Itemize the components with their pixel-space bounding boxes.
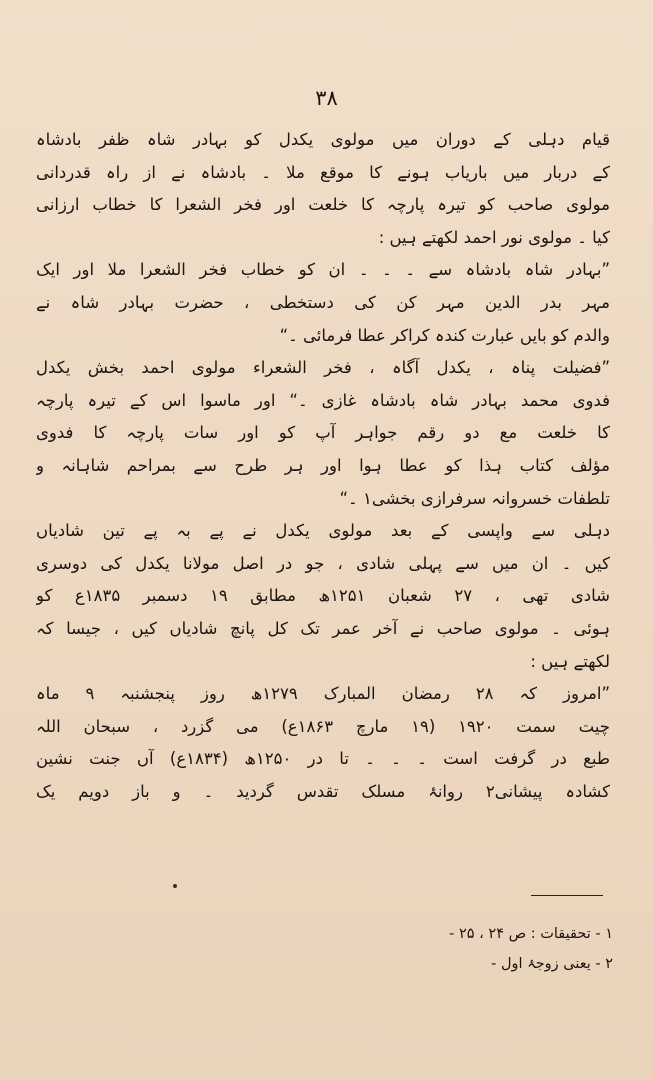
footnote: ۲ - یعنی زوجۂ اول - <box>491 956 613 972</box>
text-line: مولوی صاحب کو تیرہ پارچہ کا خلعت اور فخر الشعرا کا خطاب ارزانی <box>36 195 610 215</box>
quote-line: ”فضیلت پناہ ، یکدل آگاہ ، فخر الشعراء مولوی احمد بخش یکدل <box>36 358 610 378</box>
text-line: کے دربار میں باریاب ہونے کا موقع ملا ۔ بادشاہ نے از راہ قدردانی <box>36 162 610 182</box>
quote-line: مؤلف کتاب ہذا کو عطا ہوا اور ہر طرح سے بمراحم شاہانہ و <box>36 455 610 475</box>
text-line: دہلی سے واپسی کے بعد مولوی یکدل نے پے بہ پے تین شادیاں <box>36 521 610 541</box>
text-line: ہوئی ۔ مولوی صاحب نے آخر عمر تک کل پانچ شادیاں کیں ، جیسا کہ <box>36 618 610 638</box>
footnote: ۱ - تحقیقات : ص ۲۴ ، ۲۵ - <box>449 926 613 942</box>
quote-line: مہر بدر الدین مہر کن کی دستخطی ، حضرت بہادر شاہ نے <box>36 292 610 312</box>
text-line: لکھتے ہیں : <box>530 651 610 671</box>
quote-line: چیت سمت ۱۹۲۰ (۱۹ مارچ ۱۸۶۳ع) می گزرد ، سبحان اللہ <box>36 716 610 736</box>
quote-line: کشادہ پیشانی۲ روانۂ مسلک تقدس گردید ۔ و باز دویم یک <box>36 781 610 801</box>
quote-line: والدم کو بایں عبارت کندہ کراکر عطا فرمائی ۔“ <box>279 325 610 345</box>
page-number: ۳۸ <box>315 86 338 110</box>
ink-speck <box>173 884 177 888</box>
quote-line: فدوی محمد بہادر شاہ بادشاہ غازی ۔“ اور ماسوا اس کے تیرہ پارچہ <box>36 390 610 410</box>
quote-line: ”بہادر شاہ بادشاہ سے ۔ ۔ ۔ ان کو خطاب فخر الشعرا ملا اور ایک <box>36 260 610 280</box>
quote-line: ”امروز کہ ۲۸ رمضان المبارک ۱۲۷۹ھ روز پنجشنبہ ۹ ماہ <box>36 684 610 704</box>
quote-line: کا خلعت مع دو رقم جواہر آپ کو اور سات پارچہ کا فدوی <box>36 423 610 443</box>
quote-line: تلطفات خسروانہ سرفرازی بخشی۱ ۔“ <box>339 488 610 508</box>
text-line: کیں ۔ ان میں سے پہلی شادی ، جو در اصل مولانا یکدل کی دوسری <box>36 553 610 573</box>
text-line: شادی تھی ، ۲۷ شعبان ۱۲۵۱ھ مطابق ۱۹ دسمبر ۱۸۳۵ع کو <box>36 586 610 606</box>
quote-line: طبع در گرفت است ۔ ۔ ۔ تا در ۱۲۵۰ھ (۱۸۳۴ع) آں جنت نشین <box>36 749 610 769</box>
footnote-divider <box>531 895 603 896</box>
main-text <box>36 124 610 808</box>
text-line: قیام دہلی کے دوران میں مولوی یکدل کو بہادر شاہ ظفر بادشاہ <box>36 130 610 149</box>
text-line: کیا ۔ مولوی نور احمد لکھتے ہیں : <box>378 227 610 247</box>
footnotes <box>313 919 613 979</box>
